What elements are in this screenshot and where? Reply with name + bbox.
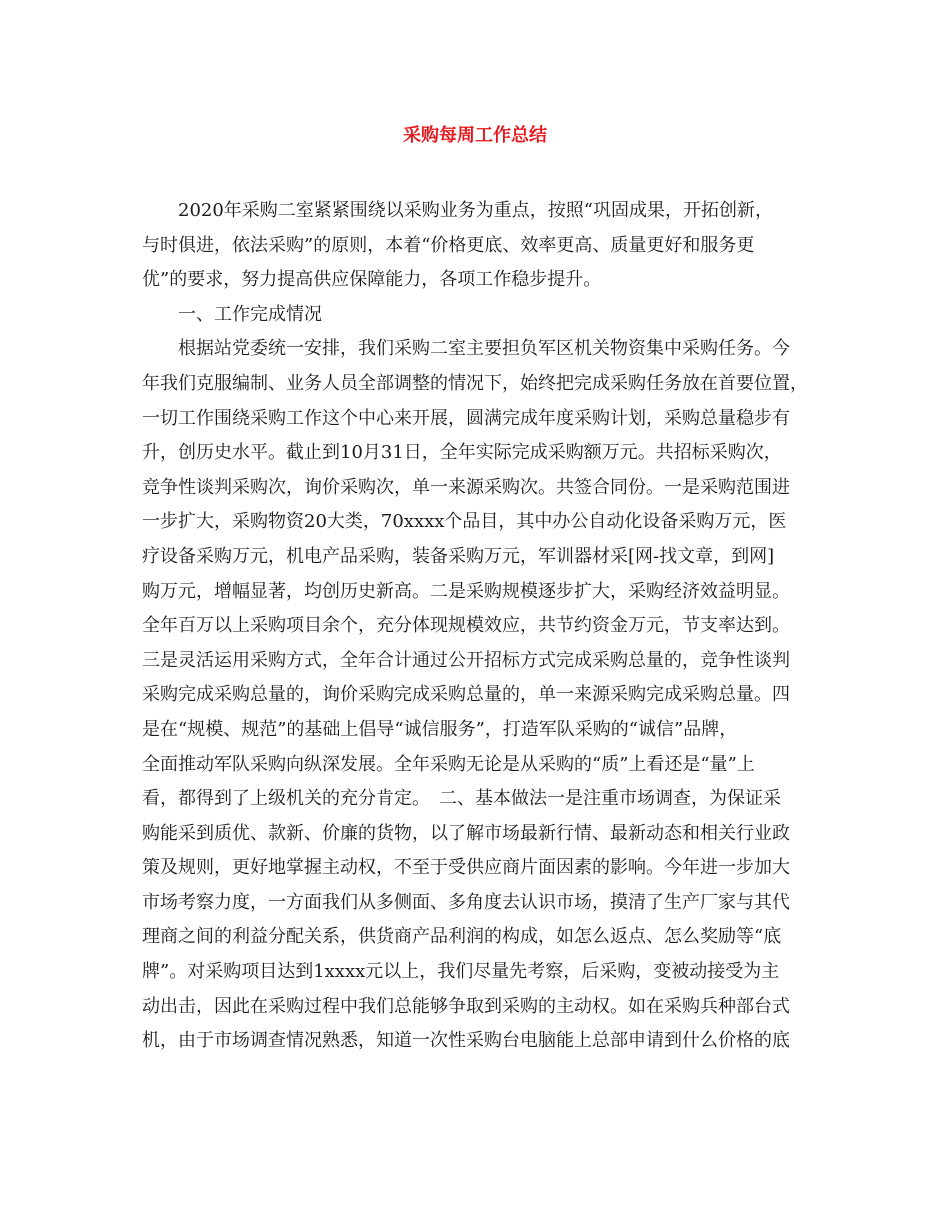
body-line: 三是灵活运用采购方式，全年合计通过公开招标方式完成采购总量的，竞争性谈判 (142, 649, 790, 671)
document-title: 采购每周工作总结 (403, 125, 547, 146)
body-line: 优”的要求，努力提高供应保障能力，各项工作稳步提升。 (142, 269, 602, 291)
body-line: 2020年采购二室紧紧围绕以采购业务为重点，按照“巩固成果，开拓创新， (178, 200, 774, 221)
body-line: 全年百万以上采购项目余个，充分体现规模效应，共节约资金万元，节支率达到。 (142, 615, 790, 637)
body-line: 全面推动军队采购向纵深发展。全年采购无论是从采购的“质”上看还是“量”上 (142, 753, 755, 775)
body-line: 一、工作完成情况 (178, 303, 322, 325)
body-line: 看，都得到了上级机关的充分肯定。 二、基本做法一是注重市场调查，为保证采 (142, 788, 781, 810)
body-line: 市场考察力度，一方面我们从多侧面、多角度去认识市场，摸清了生产厂家与其代 (142, 891, 790, 913)
body-line: 购能采到质优、款新、价廉的货物，以了解市场最新行情、最新动态和相关行业政 (142, 822, 790, 844)
body-line: 理商之间的利益分配关系，供货商产品利润的构成，如怎么返点、怎么奖励等“底 (142, 926, 782, 948)
body-line: 采购完成采购总量的，询价采购完成采购总量的，单一来源采购完成采购总量。四 (142, 684, 790, 706)
body-line: 与时俱进，依法采购”的原则，本着“价格更底、效率更高、质量更好和服务更 (142, 234, 755, 256)
body-line: 机，由于市场调查情况熟悉，知道一次性采购台电脑能上总部申请到什么价格的底 (142, 1030, 790, 1052)
body-line: 动出击，因此在采购过程中我们总能够争取到采购的主动权。如在采购兵种部台式 (142, 995, 790, 1017)
body-line: 是在“规模、规范”的基础上倡导“诚信服务”，打造军队采购的“诚信”品牌， (142, 718, 738, 740)
body-line: 一步扩大，采购物资20大类，70xxxx个品目，其中办公自动化设备采购万元，医 (142, 511, 787, 533)
body-line: 策及规则，更好地掌握主动权，不至于受供应商片面因素的影响。今年进一步加大 (142, 857, 790, 879)
body-line: 一切工作围绕采购工作这个中心来开展，圆满完成年度采购计划，采购总量稳步有 (142, 407, 790, 429)
body-line: 牌”。对采购项目达到1xxxx元以上，我们尽量先考察，后采购，变被动接受为主 (142, 961, 780, 983)
body-line: 升，创历史水平。截止到10月31日，全年实际完成采购额万元。共招标采购次， (142, 442, 782, 464)
body-line: 竞争性谈判采购次，询价采购次，单一来源采购次。共签合同份。一是采购范围进 (142, 476, 790, 498)
body-line: 疗设备采购万元，机电产品采购，装备采购万元，军训器材采[网-找文章，到网] (142, 545, 775, 567)
body-line: 年我们克服编制、业务人员全部调整的情况下，始终把完成采购任务放在首要位置， (142, 372, 808, 394)
body-line: 购万元，增幅显著，均创历史新高。二是采购规模逐步扩大，采购经济效益明显。 (142, 580, 790, 602)
document-body (142, 194, 812, 1059)
body-line: 根据站党委统一安排，我们采购二室主要担负军区机关物资集中采购任务。今 (178, 338, 790, 360)
